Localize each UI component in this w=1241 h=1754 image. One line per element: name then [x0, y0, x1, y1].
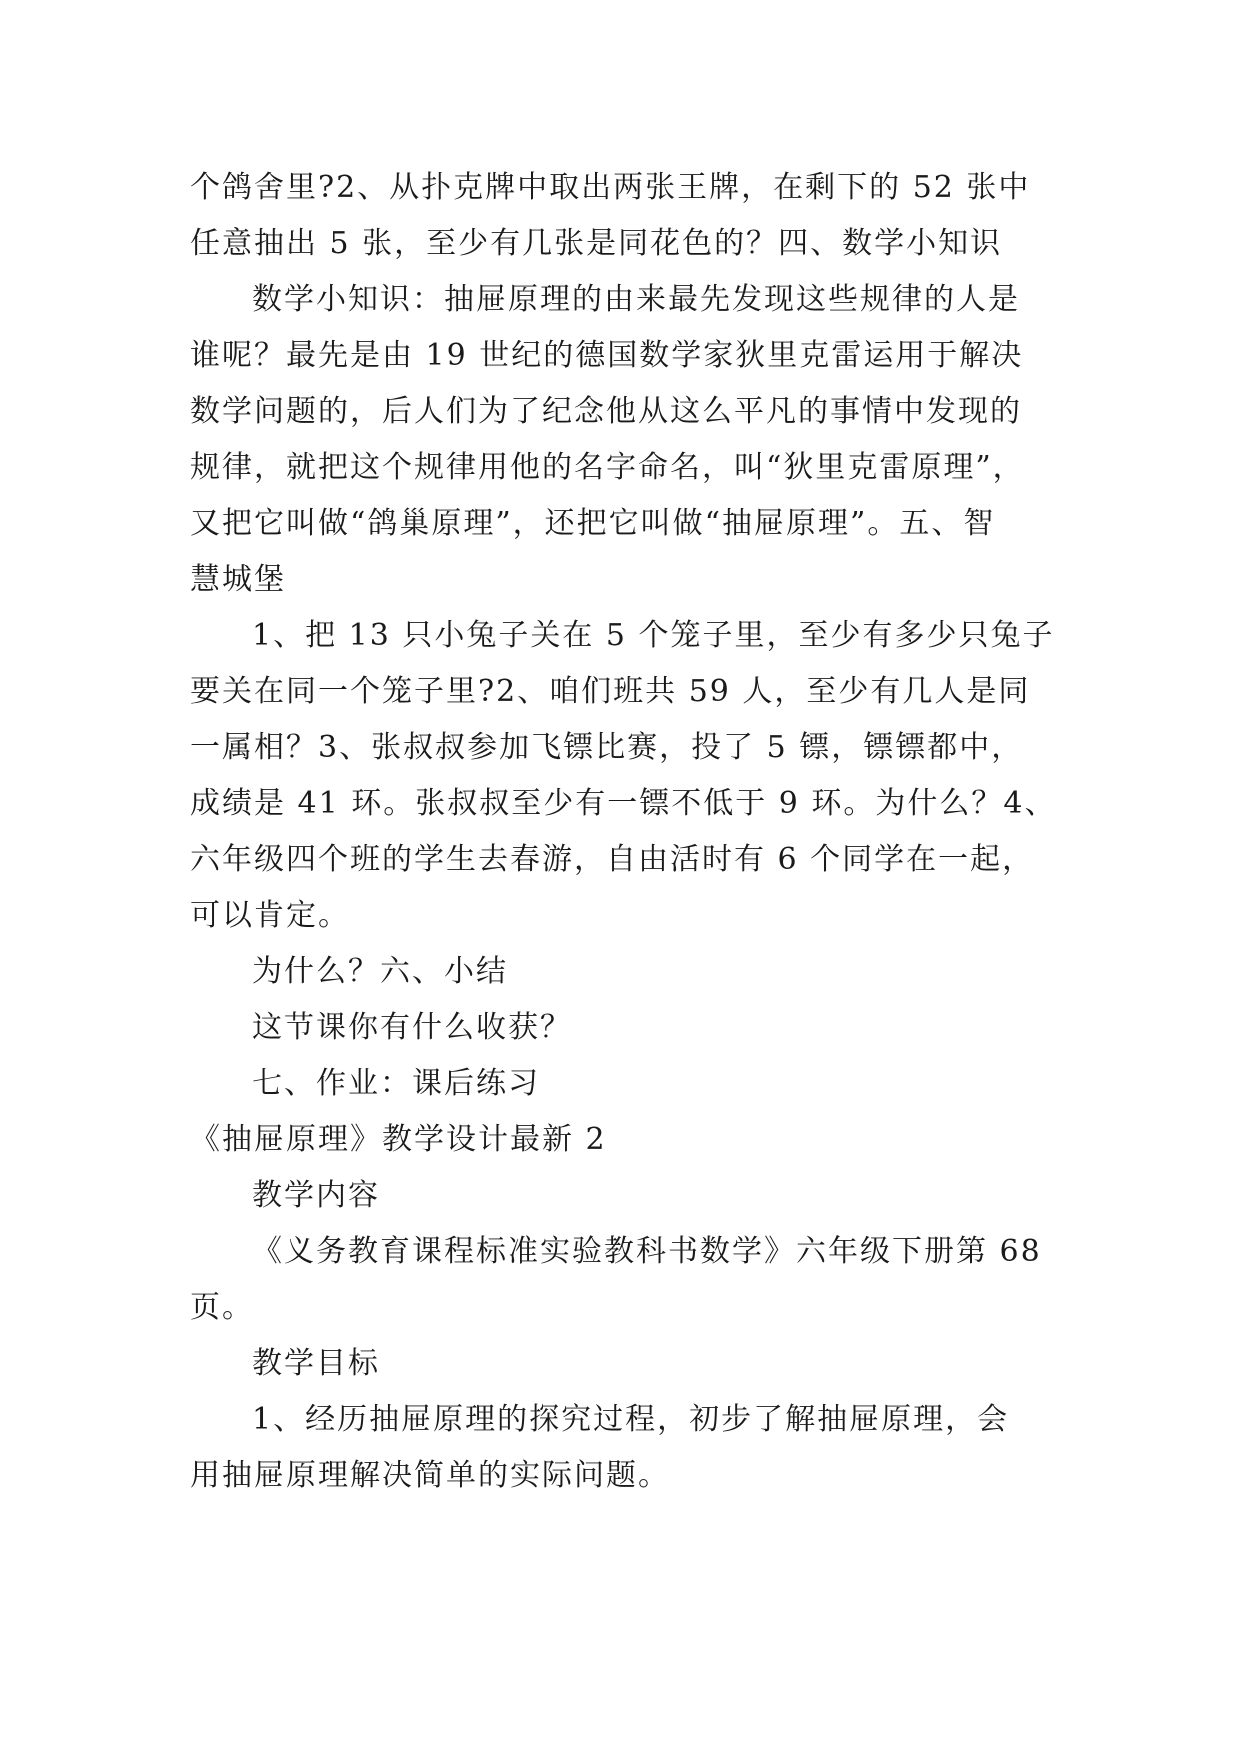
subheading: 教学内容 — [252, 1178, 380, 1213]
paragraph-line: 规律，就把这个规律用他的名字命名，叫“狄里克雷原理”， — [190, 450, 1025, 485]
subheading: 教学目标 — [252, 1346, 380, 1381]
paragraph-line: 可以肯定。 — [190, 898, 350, 933]
paragraph-line: 数学小知识：抽屉原理的由来最先发现这些规律的人是 — [252, 282, 1020, 317]
paragraph-line: 谁呢？最先是由 19 世纪的德国数学家狄里克雷运用于解决 — [190, 338, 1024, 373]
document-body — [190, 160, 1057, 1504]
paragraph-line: 这节课你有什么收获？ — [252, 1010, 572, 1045]
section-heading: 《抽屉原理》教学设计最新 2 — [190, 1122, 607, 1157]
paragraph-line: 用抽屉原理解决简单的实际问题。 — [190, 1458, 670, 1493]
paragraph-line: 页。 — [190, 1290, 254, 1325]
paragraph-line: 个鸽舍里?2、从扑克牌中取出两张王牌，在剩下的 52 张中 — [190, 170, 1031, 205]
paragraph-line: 又把它叫做“鸽巢原理”，还把它叫做“抽屉原理”。五、智 — [190, 506, 996, 541]
paragraph-line: 为什么？六、小结 — [252, 954, 508, 989]
paragraph-line: 要关在同一个笼子里?2、咱们班共 59 人，至少有几人是同 — [190, 674, 1031, 709]
paragraph-line: 成绩是 41 环。张叔叔至少有一镖不低于 9 环。为什么？4、 — [190, 786, 1057, 821]
paragraph-line: 《义务教育课程标准实验教科书数学》六年级下册第 68 — [252, 1234, 1042, 1269]
paragraph-line: 1、把 13 只小兔子关在 5 个笼子里，至少有多少只兔子 — [252, 618, 1055, 653]
paragraph-line: 1、经历抽屉原理的探究过程，初步了解抽屉原理，会 — [252, 1402, 1010, 1437]
paragraph-line: 任意抽出 5 张，至少有几张是同花色的？四、数学小知识 — [190, 226, 1003, 261]
paragraph-line: 七、作业：课后练习 — [252, 1066, 540, 1101]
paragraph-line: 慧城堡 — [190, 562, 286, 597]
paragraph-line: 一属相？3、张叔叔参加飞镖比赛，投了 5 镖，镖镖都中， — [190, 730, 1024, 765]
paragraph-line: 数学问题的，后人们为了纪念他从这么平凡的事情中发现的 — [190, 394, 1022, 429]
paragraph-line: 六年级四个班的学生去春游，自由活时有 6 个同学在一起， — [190, 842, 1035, 877]
